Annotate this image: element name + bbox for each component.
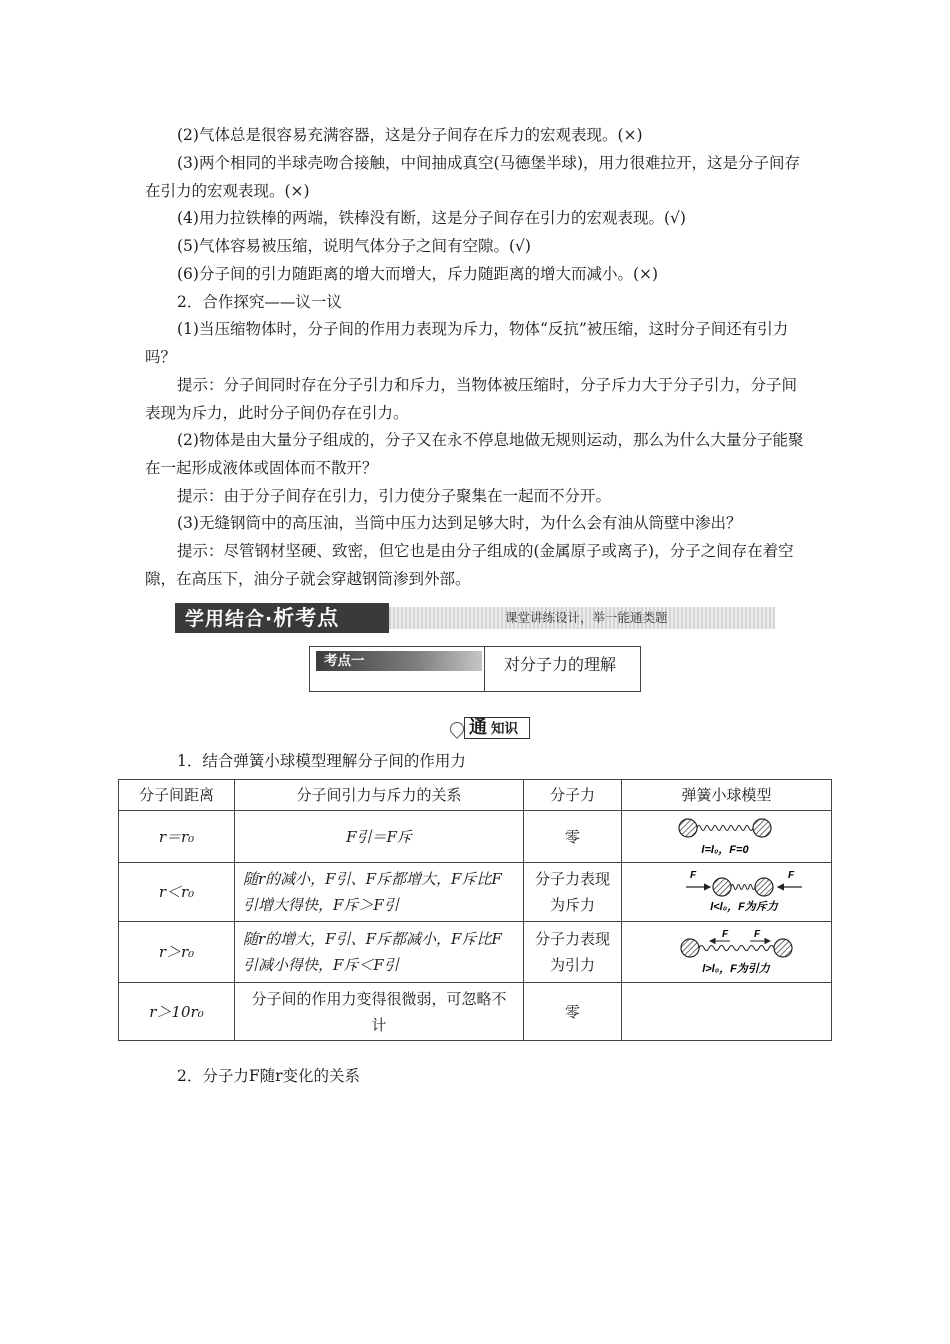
question-2: (2)物体是由大量分子组成的，分子又在永不停息地做无规则运动，那么为什么大量分子能聚在一起形成液体或固体而不散开？: [145, 431, 804, 477]
tongzhishi-box: [464, 717, 530, 739]
tongzhishi-small: 知识: [491, 721, 518, 737]
force-label-right: F: [787, 870, 794, 881]
caption-repulsion: l<l₀，F为斥力: [709, 901, 778, 913]
tongzhishi-label: [450, 717, 532, 741]
cell-relation: 随r的减小，F引、F斥都增大，F斥比F引增大得快，F斥＞F引: [235, 863, 524, 922]
cell-distance: r＞10r₀: [119, 983, 235, 1041]
table-row: [119, 922, 832, 983]
section-heading-1: 1．结合弹簧小球模型理解分子间的作用力: [177, 752, 466, 770]
answer-2: 提示：由于分子间存在引力，引力使分子聚集在一起而不分开。: [177, 487, 612, 505]
table-header-row: [119, 780, 832, 811]
table-row: [119, 863, 832, 922]
kaodian-divider: [484, 647, 485, 691]
kaodian-tag: 考点一: [316, 651, 482, 671]
cell-force: 零: [524, 983, 622, 1041]
banner-subtitle: 课堂讲练设计，举一能通类题: [505, 610, 668, 625]
cell-relation: 分子间的作用力变得很微弱，可忽略不计: [235, 983, 524, 1041]
paragraph-5: (5)气体容易被压缩，说明气体分子之间有空隙。(√): [177, 237, 531, 255]
force-table: [118, 779, 832, 1041]
answer-3: 提示：尽管钢材坚硬、致密，但它也是由分子组成的(金属原子或离子)，分子之间存在着空隙，在高压下，油分子就会穿越钢筒渗到外部。: [145, 542, 794, 588]
section-heading-3: 2．分子力F随r变化的关系: [177, 1067, 361, 1085]
paragraph-4: (4)用力拉铁棒的两端，铁棒没有断，这是分子间存在引力的宏观表现。(√): [177, 209, 686, 227]
kaodian-box: [309, 646, 641, 692]
table-row: [119, 983, 832, 1041]
force-label-left: F: [689, 870, 696, 881]
paragraph-3: (3)两个相同的半球壳吻合接触，中间抽成真空(马德堡半球)，用力很难拉开，这是分子间存在引力的宏观表现。(×): [145, 154, 801, 200]
header-distance: 分子间距离: [119, 780, 235, 811]
section-heading-2: 2．合作探究——议一议: [177, 293, 342, 311]
header-relation: 分子间引力与斥力的关系: [235, 780, 524, 811]
cell-relation: F引＝F斥: [235, 811, 524, 863]
question-1: (1)当压缩物体时，分子间的作用力表现为斥力，物体“反抗”被压缩，这时分子间还有引力吗？: [145, 320, 789, 366]
banner-title: [175, 603, 389, 633]
banner-title-b: 析考点: [273, 606, 340, 630]
force-label-right: F: [753, 929, 760, 940]
spring-model-equilibrium: [632, 816, 822, 858]
spring-model-attraction: [632, 928, 822, 976]
cell-model: [622, 922, 832, 983]
cell-distance: r＜r₀: [119, 863, 235, 922]
kaodian-title: 对分子力的理解: [504, 655, 617, 674]
cell-force: 零: [524, 811, 622, 863]
cell-force: 分子力表现为斥力: [524, 863, 622, 922]
question-3: (3)无缝钢筒中的高压油，当筒中压力达到足够大时，为什么会有油从筒壁中渗出？: [177, 514, 742, 532]
paragraph-2: (2)气体总是很容易充满容器，这是分子间存在斥力的宏观表现。(×): [177, 126, 643, 144]
cell-model: [622, 811, 832, 863]
force-label-left: F: [721, 929, 728, 940]
cell-model: [622, 863, 832, 922]
caption-equilibrium: l=l₀，F=0: [700, 843, 749, 856]
table-row: [119, 811, 832, 863]
spring-model-repulsion: [632, 869, 822, 915]
header-force: 分子力: [524, 780, 622, 811]
cell-force: 分子力表现为引力: [524, 922, 622, 983]
cell-distance: r＞r₀: [119, 922, 235, 983]
paragraph-6: (6)分子间的引力随距离的增大而增大，斥力随距离的增大而减小。(×): [177, 265, 659, 283]
cell-model-empty: [622, 983, 832, 1041]
cell-relation: 随r的增大，F引、F斥都减小，F斥比F引减小得快，F斥＜F引: [235, 922, 524, 983]
header-model: 弹簧小球模型: [622, 780, 832, 811]
section-banner: [175, 603, 775, 633]
caption-attraction: l>l₀，F为引力: [701, 963, 770, 975]
cell-distance: r＝r₀: [119, 811, 235, 863]
tongzhishi-big: 通: [469, 717, 487, 738]
banner-title-a: 学用结合·: [185, 608, 274, 630]
answer-1: 提示：分子间同时存在分子引力和斥力，当物体被压缩时，分子斥力大于分子引力，分子间表现为斥力，此时分子间仍存在引力。: [145, 376, 798, 422]
